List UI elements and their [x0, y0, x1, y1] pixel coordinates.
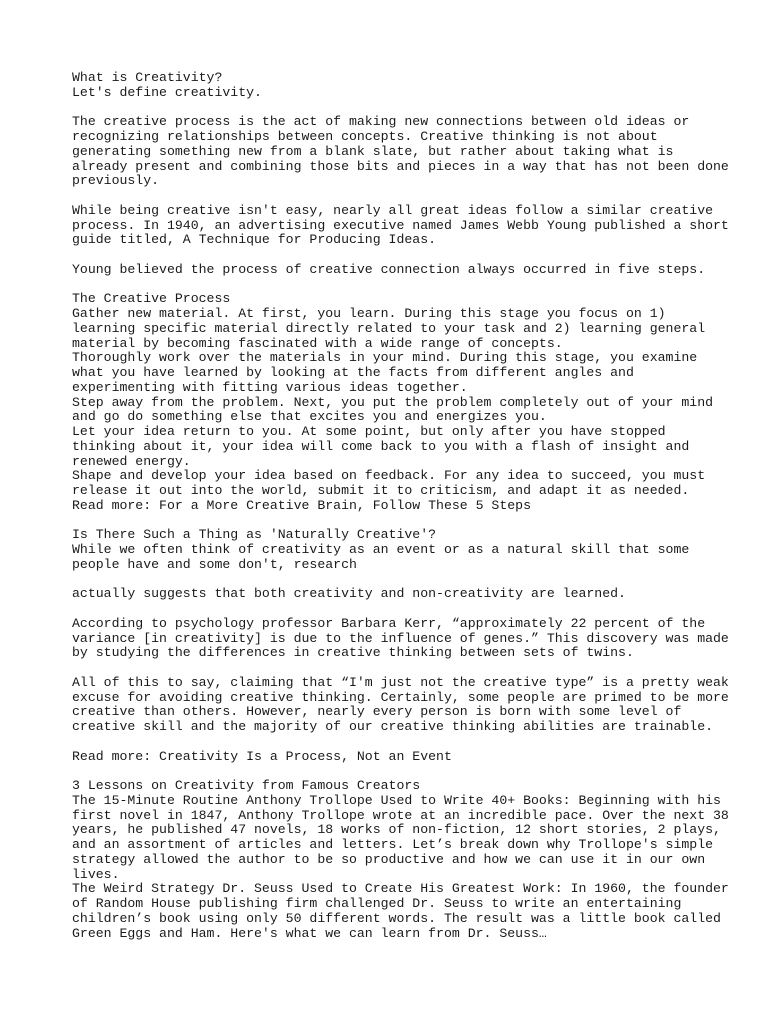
text-line: by studying the differences in creative thinking between sets of twins.	[72, 645, 634, 661]
document-body	[72, 70, 729, 941]
text-line: creative skill and the majority of our creative thinking abilities are trainable.	[72, 719, 714, 734]
paragraph-barbara-kerr	[72, 615, 729, 661]
text-line: Read more: For a More Creative Brain, Follow These 5 Steps	[72, 497, 531, 513]
paragraph-five-steps	[72, 263, 712, 278]
text-line: previously.	[72, 173, 160, 189]
paragraph-creative-process-definition	[72, 114, 729, 189]
text-line: already present and combining those bits and pieces in a way that has not been done	[72, 158, 729, 174]
paragraph-read-more-event	[72, 750, 712, 765]
text-line: and go do something else that excites you and energizes you.	[72, 409, 547, 425]
text-line: material by becoming fascinated with a wide range of concepts.	[72, 335, 563, 351]
text-line: children’s book using only 50 different words. The result was a little book called	[72, 910, 721, 926]
text-line: While being creative isn't easy, nearly all great ideas follow a similar creative	[72, 202, 714, 218]
text-line: creative than others. However, nearly every person is born with some level of	[72, 704, 682, 720]
text-line: actually suggests that both creativity and non-creativity are learned.	[72, 586, 626, 602]
text-line: and an assortment of articles and letters. Let’s break down why Trollope's simple	[72, 837, 714, 852]
text-line: Is There Such a Thing as 'Naturally Creative'?	[72, 527, 437, 543]
text-line: process. In 1940, an advertising executive named James Webb Young published a short	[72, 217, 729, 233]
text-line: release it out into the world, submit it to criticism, and adapt it as needed.	[72, 483, 690, 498]
text-line: thinking about it, your idea will come back to you with a flash of insight and	[72, 438, 690, 454]
text-line: experimenting with fitting various ideas together.	[72, 379, 468, 395]
text-line: Young believed the process of creative connection always occurred in five steps.	[72, 261, 706, 277]
text-line: Step away from the problem. Next, you put the problem completely out of your mind	[72, 394, 714, 410]
text-line: Gather new material. At first, you learn. During this stage you focus on 1)	[72, 306, 666, 321]
text-line: Thoroughly work over the materials in your mind. During this stage, you examine	[72, 350, 698, 366]
text-line: The creative process is the act of making new connections between old ideas or	[72, 114, 690, 130]
section-heading-what-is-creativity	[72, 71, 712, 101]
text-line: variance [in creativity] is due to the influence of genes.” This discovery was made	[72, 630, 729, 646]
text-line: of Random House publishing firm challenged Dr. Seuss to write an entertaining	[72, 896, 682, 911]
text-line: renewed energy.	[72, 453, 191, 469]
text-line: Read more: Creativity Is a Process, Not an Event	[72, 748, 452, 764]
paragraph-learned	[72, 587, 712, 602]
text-line: The Creative Process	[72, 291, 231, 307]
text-line: years, he published 47 novels, 18 works of non-fiction, 12 short stories, 2 plays,	[72, 822, 721, 838]
text-line: recognizing relationships between concepts. Creative thinking is not about	[72, 129, 658, 144]
paragraph-james-webb-young	[72, 202, 729, 248]
paragraph-gap	[72, 278, 712, 293]
paragraph-gap	[72, 248, 712, 263]
paragraph-gap	[72, 661, 712, 676]
text-line: excuse for avoiding creative thinking. Certainly, some people are primed to be more	[72, 689, 729, 705]
text-line: people have and some don't, research	[72, 556, 357, 572]
text-line: first novel in 1847, Anthony Trollope wrote at an incredible pace. Over the next 38	[72, 807, 729, 823]
paragraph-gap	[72, 101, 712, 116]
text-line: what you have learned by looking at the facts from different angles and	[72, 365, 634, 380]
text-line: learning specific material directly related to your task and 2) learning general	[72, 320, 706, 336]
section-naturally-creative	[72, 528, 712, 572]
text-line: While we often think of creativity as an event or as a natural skill that some	[72, 542, 690, 557]
text-line: What is Creativity?	[72, 70, 223, 85]
text-line: The 15-Minute Routine Anthony Trollope Used to Write 40+ Books: Beginning with his	[72, 792, 721, 808]
text-line: Let's define creativity.	[72, 84, 262, 100]
text-line: generating something new from a blank slate, but rather about taking what is	[72, 143, 674, 159]
text-line: The Weird Strategy Dr. Seuss Used to Create His Greatest Work: In 1960, the founder	[72, 881, 729, 897]
paragraph-gap	[72, 735, 712, 750]
paragraph-gap	[72, 514, 712, 529]
paragraph-gap	[72, 764, 712, 779]
text-line: guide titled, A Technique for Producing Ideas.	[72, 232, 437, 248]
paragraph-gap	[72, 573, 712, 588]
text-line: lives.	[72, 866, 120, 882]
text-line: Let your idea return to you. At some point, but only after you have stopped	[72, 424, 666, 439]
text-line: strategy allowed the author to be so productive and how we can use it in our own	[72, 851, 706, 867]
section-creative-process-steps	[72, 292, 712, 513]
text-line: Green Eggs and Ham. Here's what we can learn from Dr. Seuss…	[72, 925, 547, 941]
paragraph-creative-type	[72, 674, 729, 735]
text-line: Shape and develop your idea based on feedback. For any idea to succeed, you must	[72, 468, 706, 484]
paragraph-gap	[72, 602, 712, 617]
text-line: According to psychology professor Barbara Kerr, “approximately 22 percent of the	[72, 615, 706, 631]
paragraph-gap	[72, 189, 712, 204]
text-line: All of this to say, claiming that “I'm just not the creative type” is a pretty weak	[72, 674, 729, 690]
text-line: 3 Lessons on Creativity from Famous Creators	[72, 778, 421, 793]
section-three-lessons	[72, 778, 729, 941]
